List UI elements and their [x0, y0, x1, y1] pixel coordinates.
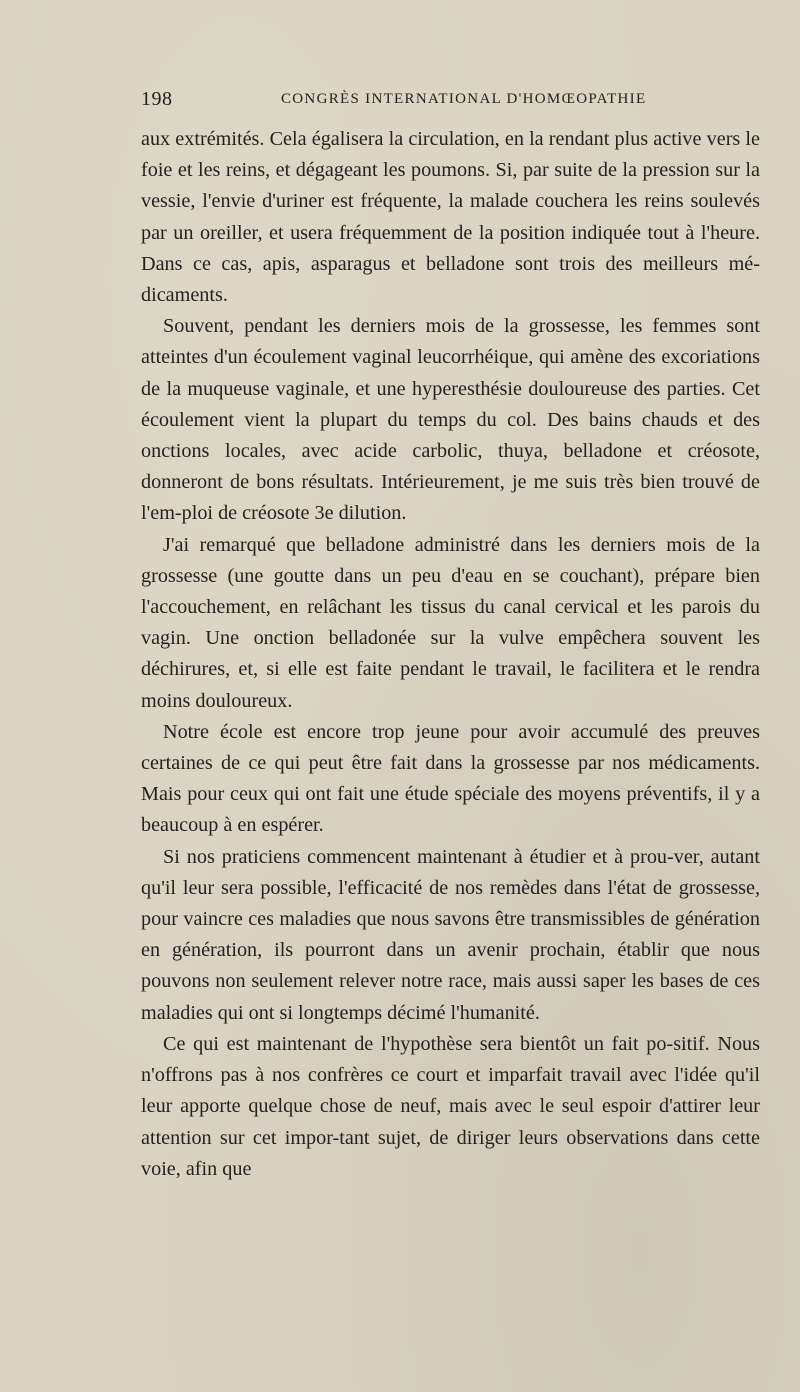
page-number: 198: [141, 88, 173, 110]
paragraph-3: J'ai remarqué que belladone administré dans les derniers mois de la grossesse (une goutte dans un peu d'eau en se couchant), prépare bien l'accouchement, en relâchant les tissus du canal cervical et les parois du vagin. Une onction belladonée sur la vulve empêchera souvent les déchirures, et, si elle est faite pendant le travail, le facilitera et le rendra moins douloureux.: [141, 533, 760, 712]
paragraph-1: aux extrémités. Cela égalisera la circulation, en la rendant plus active vers le foie et les reins, et dégageant les poumons. Si, par suite de la pression sur la vessie, l'envie d'uriner est fréquente, la malade couchera les reins soulevés par un oreiller, et usera fréquemment de la position indiquée tout à l'heure. Dans ce cas, apis, asparagus et belladone sont trois des meilleurs mé-dicaments.: [141, 128, 760, 307]
paragraph-5: Si nos praticiens commencent maintenant à étudier et à prou-ver, autant qu'il leur sera possible, l'efficacité de nos remèdes dans l'état de grossesse, pour vaincre ces maladies que nous savons être transmissibles de génération en génération, ils pourront dans un avenir prochain, établir que nous pouvons non seulement relever notre race, mais aussi saper les bases de ces maladies qui ont si longtemps décimé l'humanité.: [141, 845, 760, 1024]
paragraph-4: Notre école est encore trop jeune pour avoir accumulé des preuves certaines de ce qui peut être fait dans la grossesse par nos médicaments. Mais pour ceux qui ont fait une étude spéciale des moyens préventifs, il y a beaucoup à en espérer.: [141, 720, 760, 837]
paragraph-6: Ce qui est maintenant de l'hypothèse sera bientôt un fait po-sitif. Nous n'offrons pas à nos confrères ce court et imparfait travail avec l'idée qu'il leur apporte quelque chose de neuf, mais avec le seul espoir d'attirer leur attention sur cet impor-tant sujet, de diriger leurs observations dans cette voie, afin que: [141, 1032, 760, 1180]
page-header: [141, 88, 760, 116]
paragraph-2: Souvent, pendant les derniers mois de la grossesse, les femmes sont atteintes d'un écoulement vaginal leucorrhéique, qui amène des excoriations de la muqueuse vaginale, et une hyperesthésie douloureuse des parties. Cet écoulement vient la plupart du temps du col. Des bains chauds et des onctions locales, avec acide carbolic, thuya, belladone et créosote, donneront de bons résultats. Intérieurement, je me suis très bien trouvé de l'em-ploi de créosote 3e dilution.: [141, 315, 760, 525]
body-text: [141, 124, 760, 1185]
running-head: CONGRÈS INTERNATIONAL D'HOMŒOPATHIE: [281, 91, 647, 107]
